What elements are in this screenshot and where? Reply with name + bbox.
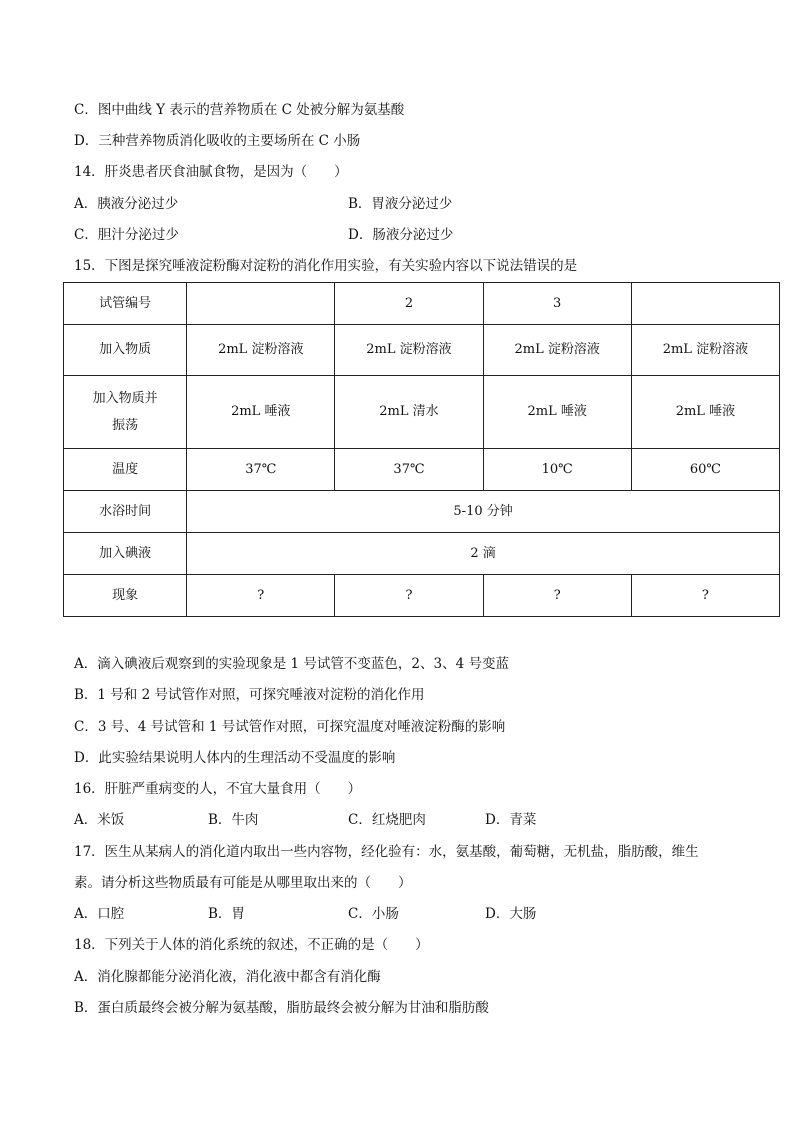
q18-option-a: A．消化腺都能分泌消化液，消化液中都含有消化酶 [74, 969, 381, 985]
cell-temp-2: 37℃ [335, 449, 483, 491]
cell-tube-1 [187, 283, 335, 325]
q16-option-c: C．红烧肥肉 [348, 812, 426, 828]
q15-stem: 15．下图是探究唾液淀粉酶对淀粉的消化作用实验，有关实验内容以下说法错误的是 [74, 258, 578, 274]
cell-phenomenon-2: ? [335, 575, 483, 617]
q13-option-d: D．三种营养物质消化吸收的主要场所在 C 小肠 [74, 133, 361, 149]
cell-label-shake-line-2: 振荡 [112, 418, 139, 433]
q17-option-b: B．胃 [208, 906, 245, 922]
q14-option-d: D．肠液分泌过少 [348, 227, 454, 243]
q13-option-c: C．图中曲线 Y 表示的营养物质在 C 处被分解为氨基酸 [74, 102, 405, 118]
q15-option-b: B．1 号和 2 号试管作对照，可探究唾液对淀粉的消化作用 [74, 687, 425, 703]
q18-option-b: B．蛋白质最终会被分解为氨基酸，脂肪最终会被分解为甘油和脂肪酸 [74, 1000, 489, 1016]
cell-tube-2: 2 [335, 283, 483, 325]
table-row-shake [64, 376, 780, 449]
table-row-substance [64, 325, 780, 376]
cell-temp-3: 10℃ [483, 449, 631, 491]
q16-option-b: B．牛肉 [208, 812, 259, 828]
cell-temp-4: 60℃ [631, 449, 779, 491]
cell-label-phenomenon: 现象 [64, 575, 187, 617]
cell-label-tube-number: 试管编号 [64, 283, 187, 325]
cell-tube-3: 3 [483, 283, 631, 325]
cell-shake-2: 2mL 清水 [335, 376, 483, 449]
table-row-temperature [64, 449, 780, 491]
q15-option-a: A．滴入碘液后观察到的实验现象是 1 号试管不变蓝色，2、3、4 号变蓝 [74, 656, 509, 672]
cell-label-iodine: 加入碘液 [64, 533, 187, 575]
cell-substance-2: 2mL 淀粉溶液 [335, 325, 483, 376]
cell-substance-3: 2mL 淀粉溶液 [483, 325, 631, 376]
cell-shake-3: 2mL 唾液 [483, 376, 631, 449]
q14-option-c: C．胆汁分泌过少 [74, 227, 179, 243]
q18-stem: 18．下列关于人体的消化系统的叙述，不正确的是（ ） [74, 937, 429, 953]
table-row-iodine [64, 533, 780, 575]
cell-phenomenon-1: ? [187, 575, 335, 617]
cell-shake-4: 2mL 唾液 [631, 376, 779, 449]
table-row-tube-number [64, 283, 780, 325]
q15-option-d: D．此实验结果说明人体内的生理活动不受温度的影响 [74, 750, 396, 766]
q16-option-d: D．青菜 [485, 812, 537, 828]
cell-iodine: 2 滴 [187, 533, 780, 575]
cell-substance-4: 2mL 淀粉溶液 [631, 325, 779, 376]
q15-option-c: C．3 号、4 号试管和 1 号试管作对照，可探究温度对唾液淀粉酶的影响 [74, 719, 506, 735]
q17-stem-line-2: 素。请分析这些物质最有可能是从哪里取出来的（ ） [74, 875, 412, 891]
cell-label-shake-line-1: 加入物质并 [92, 391, 158, 406]
q14-stem: 14．肝炎患者厌食油腻食物，是因为（ ） [74, 164, 348, 180]
q14-option-a: A．胰液分泌过少 [74, 196, 179, 212]
cell-label-temperature: 温度 [64, 449, 187, 491]
cell-substance-1: 2mL 淀粉溶液 [187, 325, 335, 376]
table-row-bath-time [64, 491, 780, 533]
cell-label-bath-time: 水浴时间 [64, 491, 187, 533]
experiment-table [63, 282, 780, 617]
q17-stem-line-1: 17．医生从某病人的消化道内取出一些内容物，经化验有：水，氨基酸，葡萄糖，无机盐，脂肪酸，维生 [74, 844, 699, 860]
cell-phenomenon-3: ? [483, 575, 631, 617]
cell-label-shake [64, 376, 187, 449]
q14-option-b: B．胃液分泌过少 [348, 196, 453, 212]
cell-phenomenon-4: ? [631, 575, 779, 617]
cell-shake-1: 2mL 唾液 [187, 376, 335, 449]
q17-option-a: A．口腔 [74, 906, 125, 922]
cell-bath-time: 5-10 分钟 [187, 491, 780, 533]
q17-option-d: D．大肠 [485, 906, 537, 922]
q17-option-c: C．小肠 [348, 906, 399, 922]
table-row-phenomenon [64, 575, 780, 617]
q16-option-a: A．米饭 [74, 812, 125, 828]
cell-tube-4 [631, 283, 779, 325]
cell-label-substance: 加入物质 [64, 325, 187, 376]
cell-temp-1: 37℃ [187, 449, 335, 491]
q16-stem: 16．肝脏严重病变的人，不宜大量食用（ ） [74, 781, 362, 797]
